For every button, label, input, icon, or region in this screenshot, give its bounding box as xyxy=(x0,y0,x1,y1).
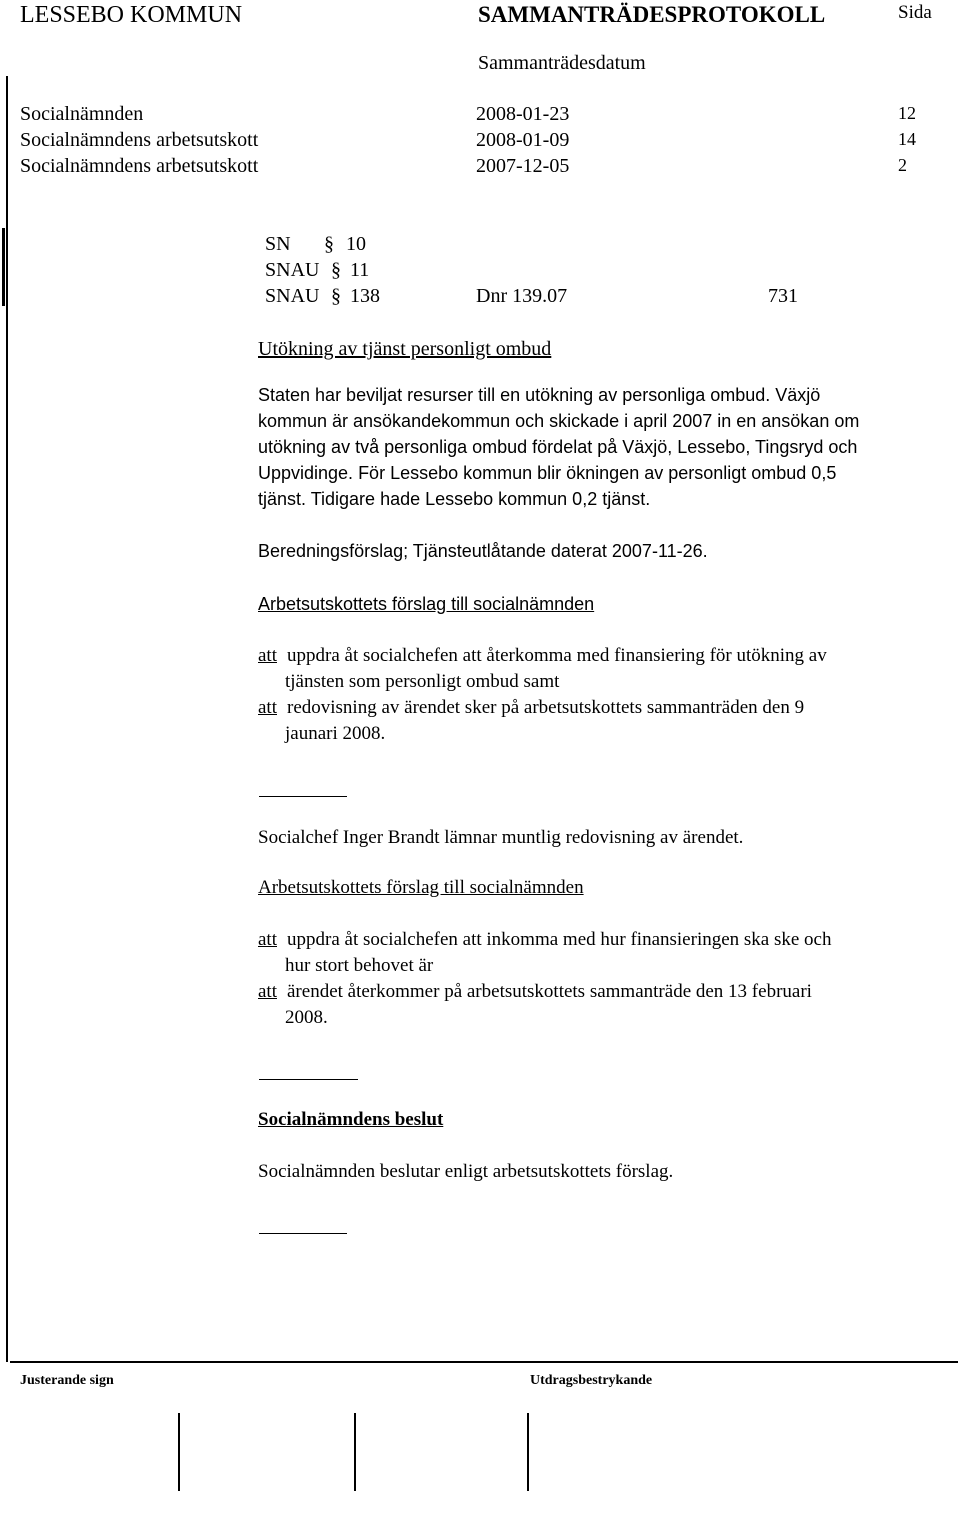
signature-box-divider xyxy=(354,1413,356,1491)
decision-text: Socialnämnden beslutar enligt arbetsutskottets förslag. xyxy=(258,1161,674,1182)
meeting-body: Socialnämndens arbetsutskott xyxy=(20,155,259,177)
proposal-item-text: 2008. xyxy=(285,1007,328,1028)
proposal-heading: Arbetsutskottets förslag till socialnämnden xyxy=(258,594,595,614)
report-text: Socialchef Inger Brandt lämnar muntlig redovisning av ärendet. xyxy=(258,827,744,848)
signature-box-divider xyxy=(527,1413,529,1491)
section-sign: § xyxy=(331,285,341,307)
meeting-body: Socialnämnden xyxy=(20,103,144,125)
att-marker: att xyxy=(258,645,277,666)
paragraph-ref-org: SNAU xyxy=(265,285,320,307)
proposal-item-text: redovisning av ärendet sker på arbetsutskottets sammanträden den 9 xyxy=(287,697,805,718)
paragraph-ref-number: 138 xyxy=(350,285,380,307)
intro-line: utökning av två personliga ombud fördelat på Växjö, Lessebo, Tingsryd och xyxy=(258,437,858,457)
footer-utdrag-label: Utdragsbestrykande xyxy=(530,1373,653,1388)
paragraph-ref-number: 11 xyxy=(350,259,370,281)
separator-line xyxy=(259,1079,358,1080)
att-marker: att xyxy=(258,697,277,718)
intro-line: tjänst. Tidigare hade Lessebo kommun 0,2 tjänst. xyxy=(258,489,651,509)
proposal-heading: Arbetsutskottets förslag till socialnämnden xyxy=(258,877,584,898)
meeting-date-label: Sammanträdesdatum xyxy=(478,52,646,74)
paragraph-ref-org: SN xyxy=(265,233,291,255)
proposal-item-text: jaunari 2008. xyxy=(285,723,386,744)
paragraph-ref-number: 10 xyxy=(346,233,366,255)
proposal-item-text: uppdra åt socialchefen att återkomma med finansiering för utökning av xyxy=(287,645,827,666)
meeting-body: Socialnämndens arbetsutskott xyxy=(20,129,259,151)
meeting-date: 2008-01-09 xyxy=(476,129,570,151)
diary-number: Dnr 139.07 xyxy=(476,285,568,307)
basis-text: Beredningsförslag; Tjänsteutlåtande daterat 2007-11-26. xyxy=(258,541,708,561)
section-sign: § xyxy=(331,259,341,281)
proposal-item-text: ärendet återkommer på arbetsutskottets sammanträde den 13 februari xyxy=(287,981,812,1002)
intro-line: Staten har beviljat resurser till en utökning av personliga ombud. Växjö xyxy=(258,385,821,405)
meeting-page: 2 xyxy=(898,155,907,175)
section-sign: § xyxy=(324,233,334,255)
separator-line xyxy=(259,796,347,797)
signature-box-divider xyxy=(178,1413,180,1491)
footer-justerande-label: Justerande sign xyxy=(20,1373,114,1388)
intro-line: kommun är ansökandekommun och skickade i april 2007 in en ansökan om xyxy=(258,411,860,431)
att-marker: att xyxy=(258,929,277,950)
left-margin-rule xyxy=(6,76,8,1362)
att-marker: att xyxy=(258,981,277,1002)
meeting-page: 12 xyxy=(898,103,916,123)
meeting-date: 2007-12-05 xyxy=(476,155,570,177)
proposal-item-text: uppdra åt socialchefen att inkomma med hur finansieringen ska ske och xyxy=(287,929,832,950)
meeting-page: 14 xyxy=(898,129,916,149)
page-label: Sida xyxy=(898,2,932,23)
left-margin-rule-inner xyxy=(2,228,5,306)
archive-code: 731 xyxy=(768,285,798,307)
proposal-item-text: tjänsten som personligt ombud samt xyxy=(285,671,560,692)
proposal-item-text: hur stort behovet är xyxy=(285,955,434,976)
meeting-date: 2008-01-23 xyxy=(476,103,570,125)
separator-line xyxy=(259,1233,347,1234)
intro-line: Uppvidinge. För Lessebo kommun blir ökningen av personligt ombud 0,5 xyxy=(258,463,837,483)
decision-heading: Socialnämndens beslut xyxy=(258,1109,444,1130)
document-type: SAMMANTRÄDESPROTOKOLL xyxy=(478,2,826,27)
case-title: Utökning av tjänst personligt ombud xyxy=(258,338,552,360)
footer-rule xyxy=(10,1361,958,1363)
municipality-name: LESSEBO KOMMUN xyxy=(20,2,243,28)
paragraph-ref-org: SNAU xyxy=(265,259,320,281)
